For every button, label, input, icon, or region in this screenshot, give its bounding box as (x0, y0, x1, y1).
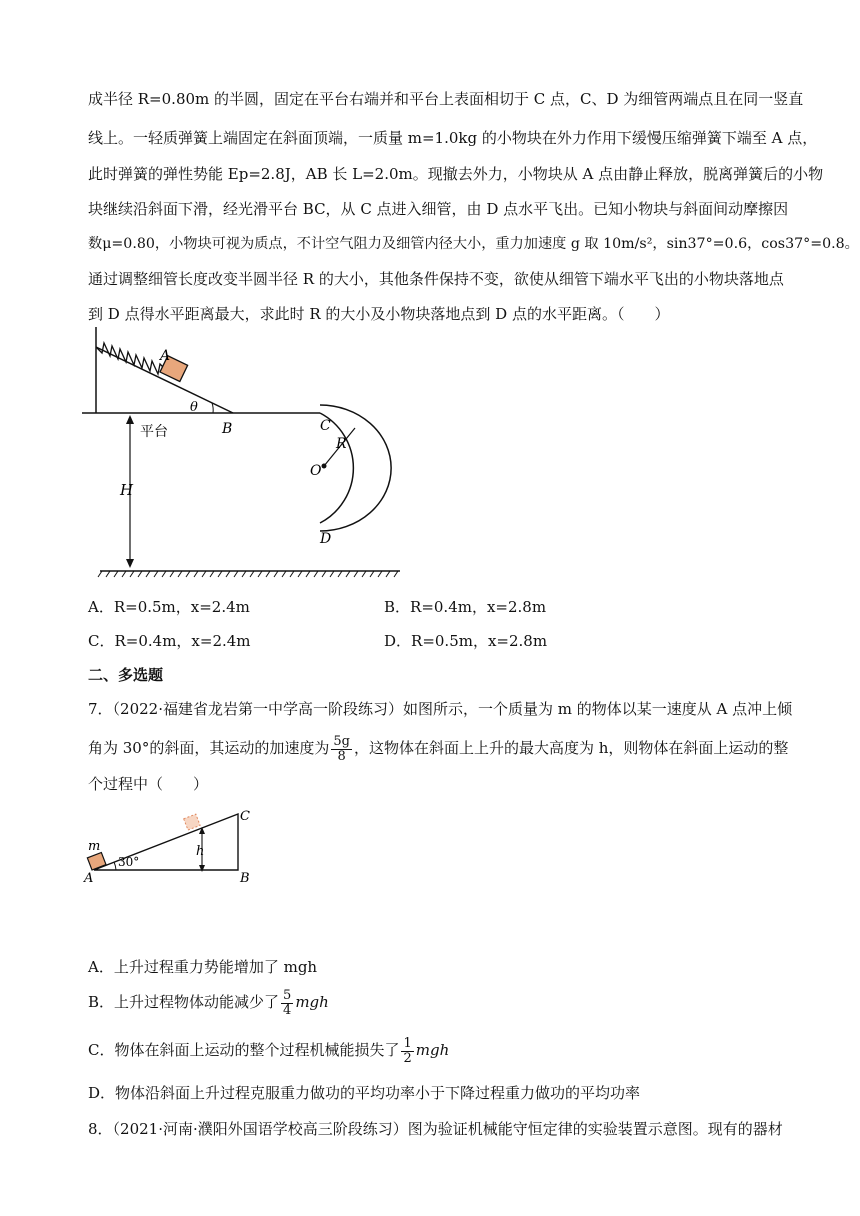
q7-figure (82, 802, 272, 912)
q8-line-1: 8．（2021·河南·濮阳外国语学校高三阶段练习）图为验证机械能守恒定律的实验装置示意图。现有的器材 (88, 1120, 783, 1138)
triangle (94, 814, 238, 870)
h-arrow-bottom (199, 865, 205, 872)
q7-line-1: 7．（2022·福建省龙岩第一中学高一阶段练习）如图所示，一个质量为 m 的物体以某一速度从 A 点冲上倾 (88, 700, 793, 718)
q6-line-4: 块继续沿斜面下滑，经光滑平台 BC，从 C 点进入细管，由 D 点水平飞出。已知小物块与斜面间动摩擦因 (88, 200, 789, 218)
q7-option-b[interactable] (88, 986, 329, 1018)
q7-option-c-mgh: mgh (415, 1041, 450, 1059)
label-b: B (222, 421, 233, 437)
q7-line-2-pre: 角为 30°的斜面，其运动的加速度为 (88, 739, 330, 757)
q7-option-b-fraction (281, 989, 293, 1018)
label-m: m (88, 839, 101, 854)
label-c: C (320, 418, 331, 434)
q7-option-c-text: C．物体在斜面上运动的整个过程机械能损失了 (88, 1041, 400, 1059)
h-arrow-top (199, 827, 205, 834)
spring (96, 343, 164, 374)
q6-figure (80, 325, 420, 585)
label-h: h (196, 844, 205, 859)
q7-option-a[interactable]: A．上升过程重力势能增加了 mgh (88, 958, 318, 976)
q6-line-7: 到 D 点得水平距离最大，求此时 R 的大小及小物块落地点到 D 点的水平距离。（ ） (88, 305, 670, 323)
label-a: A (160, 348, 171, 364)
label-o: O (310, 463, 322, 479)
q7-accel-fraction (331, 735, 352, 764)
block-top (184, 814, 200, 830)
label-a: A (84, 871, 94, 886)
q6-option-b[interactable]: B．R=0.4m，x=2.8m (384, 598, 547, 616)
frac-den: 2 (403, 1050, 412, 1066)
frac-den: 8 (337, 748, 346, 764)
q6-option-d[interactable]: D．R=0.5m，x=2.8m (384, 632, 548, 650)
frac-num: 5g (333, 733, 350, 749)
section-title: 二、多选题 (88, 666, 164, 684)
q7-line-2 (88, 732, 788, 764)
q7-option-d[interactable]: D．物体沿斜面上升过程克服重力做功的平均功率小于下降过程重力做功的平均功率 (88, 1084, 641, 1102)
q6-line-1: 成半径 R=0.80m 的半圆，固定在平台右端并和平台上表面相切于 C 点，C、D 为细管两端点且在同一竖直 (88, 90, 804, 108)
q6-line-5: 数μ=0.80，小物块可视为质点，不计空气阻力及细管内径大小，重力加速度 g 取 10m/s²，sin37°=0.6，cos37°=0.8。 (88, 236, 859, 252)
label-platform: 平台 (140, 424, 168, 440)
h-arrow-bottom (126, 559, 134, 568)
q6-line-6: 通过调整细管长度改变半圆半径 R 的大小，其他条件保持不变，欲使从细管下端水平飞出的小物块落地点 (88, 270, 784, 288)
block-m (87, 852, 106, 870)
label-h: H (120, 481, 134, 499)
frac-den: 4 (283, 1002, 292, 1018)
q7-option-b-text: B．上升过程物体动能减少了 (88, 993, 280, 1011)
q7-line-2-post: ，这物体在斜面上上升的最大高度为 h，则物体在斜面上运动的整 (353, 739, 789, 757)
label-b: B (240, 871, 250, 886)
q7-option-c-fraction (401, 1037, 413, 1066)
label-angle: 30° (118, 855, 140, 869)
q7-option-b-mgh: mgh (295, 993, 329, 1011)
q6-option-c[interactable]: C．R=0.4m，x=2.4m (88, 632, 251, 650)
h-arrow-top (126, 415, 134, 424)
q6-option-a[interactable]: A．R=0.5m，x=2.4m (88, 598, 250, 616)
q6-line-3: 此时弹簧的弹性势能 Ep=2.8J，AB 长 L=2.0m。现撤去外力，小物块从 A 点由静止释放，脱离弹簧后的小物 (88, 165, 824, 183)
label-c: C (240, 809, 250, 824)
frac-num: 1 (403, 1035, 412, 1051)
q7-line-3: 个过程中（ ） (88, 775, 209, 793)
ground-hatch (98, 571, 398, 577)
label-theta: θ (190, 400, 198, 415)
q7-option-c[interactable] (88, 1034, 449, 1066)
q6-line-2: 线上。一轻质弹簧上端固定在斜面顶端，一质量 m=1.0kg 的小物块在外力作用下缓慢压缩弹簧下端至 A 点， (88, 129, 818, 147)
angle-arc (114, 862, 116, 870)
frac-num: 5 (283, 987, 292, 1003)
label-d: D (320, 531, 332, 547)
label-r: R (336, 436, 347, 452)
theta-arc (212, 403, 213, 413)
